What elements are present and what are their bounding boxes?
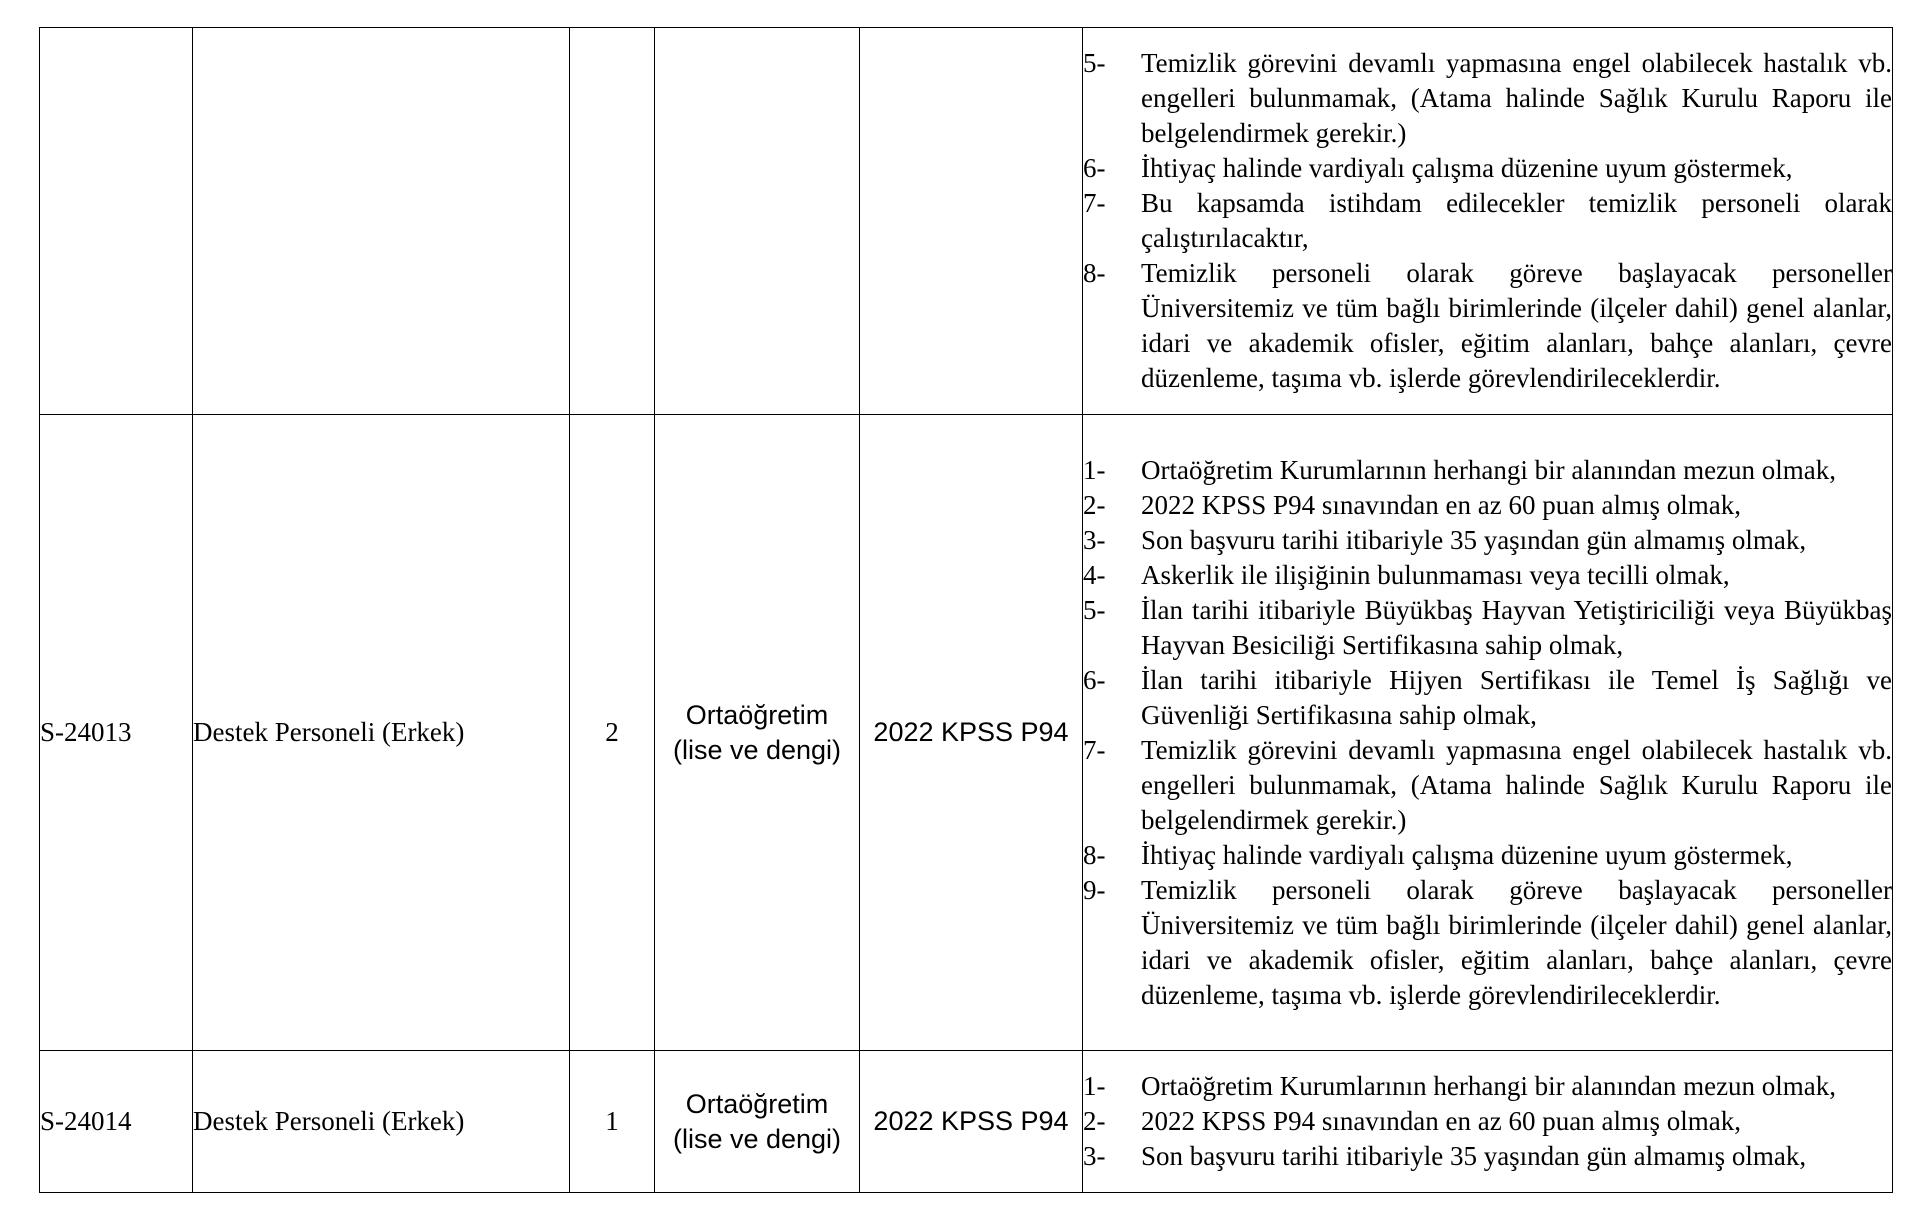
job-postings-table	[39, 27, 1893, 1193]
requirement-text: Temizlik personeli olarak göreve başlayacak personeller Üniversitemiz ve tüm bağlı birimlerinde (ilçeler dahil) genel alanlar, idari ve akademik ofisler, eğitim alanları, bahçe alanları, çevre düzenleme, taşıma vb. işlerde görevlendirileceklerdir.	[1141, 258, 1892, 393]
requirement-item	[1083, 1104, 1892, 1139]
requirement-text: Temizlik görevini devamlı yapmasına engel olabilecek hastalık vb. engelleri bulunmamak, (Atama halinde Sağlık Kurulu Raporu ile belgelendirmek gerekir.)	[1141, 48, 1892, 148]
requirement-number: 7-	[1083, 188, 1106, 218]
requirement-text: İhtiyaç halinde vardiyalı çalışma düzenine uyum göstermek,	[1141, 153, 1793, 183]
position-count	[570, 28, 655, 415]
requirement-text: İlan tarihi itibariyle Hijyen Sertifikası ile Temel İş Sağlığı ve Güvenliği Sertifikasına sahip olmak,	[1141, 664, 1892, 730]
requirement-item	[1083, 558, 1892, 593]
education-level-line: Ortaöğretim	[685, 1088, 829, 1119]
requirement-item	[1083, 186, 1892, 256]
requirement-text: Temizlik personeli olarak göreve başlayacak personeller Üniversitemiz ve tüm bağlı birimlerinde (ilçeler dahil) genel alanlar, idari ve akademik ofisler, eğitim alanları, bahçe alanları, çevre düzenleme, taşıma vb. işlerde görevlendirileceklerdir.	[1141, 874, 1892, 1010]
requirement-text: Ortaöğretim Kurumlarının herhangi bir alanından mezun olmak,	[1141, 454, 1837, 485]
exam-type: 2022 KPSS P94	[860, 1051, 1083, 1193]
requirement-number: 5-	[1083, 594, 1106, 625]
table-row	[40, 1051, 1893, 1193]
requirement-text: Temizlik görevini devamlı yapmasına engel olabilecek hastalık vb. engelleri bulunmamak, (Atama halinde Sağlık Kurulu Raporu ile belgelendirmek gerekir.)	[1141, 734, 1892, 835]
requirement-number: 6-	[1083, 153, 1106, 183]
requirement-item	[1083, 488, 1892, 523]
requirement-text: Ortaöğretim Kurumlarının herhangi bir alanından mezun olmak,	[1141, 1071, 1837, 1101]
requirement-item	[1083, 873, 1892, 1013]
requirement-text: İhtiyaç halinde vardiyalı çalışma düzenine uyum göstermek,	[1141, 839, 1793, 870]
requirements-list	[1083, 46, 1892, 396]
education-level	[655, 28, 860, 415]
posting-code: S-24014	[40, 1051, 193, 1193]
requirement-number: 8-	[1083, 258, 1106, 288]
table-row	[40, 415, 1893, 1051]
requirement-text: Bu kapsamda istihdam edilecekler temizlik personeli olarak çalıştırılacaktır,	[1141, 188, 1892, 253]
requirement-item	[1083, 663, 1892, 733]
requirements-cell	[1083, 415, 1893, 1051]
requirement-text: 2022 KPSS P94 sınavından en az 60 puan almış olmak,	[1141, 489, 1741, 520]
requirement-number: 1-	[1083, 1071, 1106, 1101]
requirement-item	[1083, 151, 1892, 186]
requirement-number: 1-	[1083, 454, 1106, 485]
requirement-number: 5-	[1083, 48, 1106, 78]
position-title: Destek Personeli (Erkek)	[193, 415, 570, 1051]
requirement-item	[1083, 593, 1892, 663]
requirement-number: 3-	[1083, 1141, 1106, 1171]
requirement-item	[1083, 1069, 1892, 1104]
position-count: 2	[570, 415, 655, 1051]
requirement-number: 3-	[1083, 524, 1106, 555]
position-title: Destek Personeli (Erkek)	[193, 1051, 570, 1193]
requirement-item	[1083, 46, 1892, 151]
requirement-item	[1083, 523, 1892, 558]
education-level	[655, 415, 860, 1051]
requirements-cell	[1083, 1051, 1893, 1193]
position-title	[193, 28, 570, 415]
posting-code	[40, 28, 193, 415]
requirement-number: 7-	[1083, 734, 1106, 765]
requirement-number: 6-	[1083, 664, 1106, 695]
education-level-line: Ortaöğretim	[685, 699, 829, 730]
requirement-text: Son başvuru tarihi itibariyle 35 yaşından gün almamış olmak,	[1141, 1141, 1807, 1171]
position-count: 1	[570, 1051, 655, 1193]
requirements-list	[1083, 1069, 1892, 1174]
exam-type	[860, 28, 1083, 415]
requirement-item	[1083, 733, 1892, 838]
requirement-text: Askerlik ile ilişiğinin bulunmaması veya tecilli olmak,	[1141, 559, 1730, 590]
requirement-number: 9-	[1083, 874, 1106, 905]
requirement-item	[1083, 1139, 1892, 1174]
requirement-item	[1083, 256, 1892, 396]
requirement-number: 8-	[1083, 839, 1106, 870]
table-row	[40, 28, 1893, 415]
requirement-text: İlan tarihi itibariyle Büyükbaş Hayvan Yetiştiriciliği veya Büyükbaş Hayvan Besiciliği Sertifikasına sahip olmak,	[1141, 594, 1892, 660]
requirement-number: 4-	[1083, 559, 1106, 590]
requirement-item	[1083, 453, 1892, 488]
education-level-note: (lise ve dengi)	[672, 734, 842, 765]
requirements-list	[1083, 453, 1892, 1013]
table-body	[40, 28, 1893, 1193]
posting-code: S-24013	[40, 415, 193, 1051]
requirement-item	[1083, 838, 1892, 873]
requirement-number: 2-	[1083, 489, 1106, 520]
requirement-text: 2022 KPSS P94 sınavından en az 60 puan almış olmak,	[1141, 1106, 1741, 1136]
education-level	[655, 1051, 860, 1193]
requirement-number: 2-	[1083, 1106, 1106, 1136]
requirement-text: Son başvuru tarihi itibariyle 35 yaşından gün almamış olmak,	[1141, 524, 1807, 555]
education-level-note: (lise ve dengi)	[672, 1123, 842, 1154]
exam-type: 2022 KPSS P94	[860, 415, 1083, 1051]
requirements-cell	[1083, 28, 1893, 415]
